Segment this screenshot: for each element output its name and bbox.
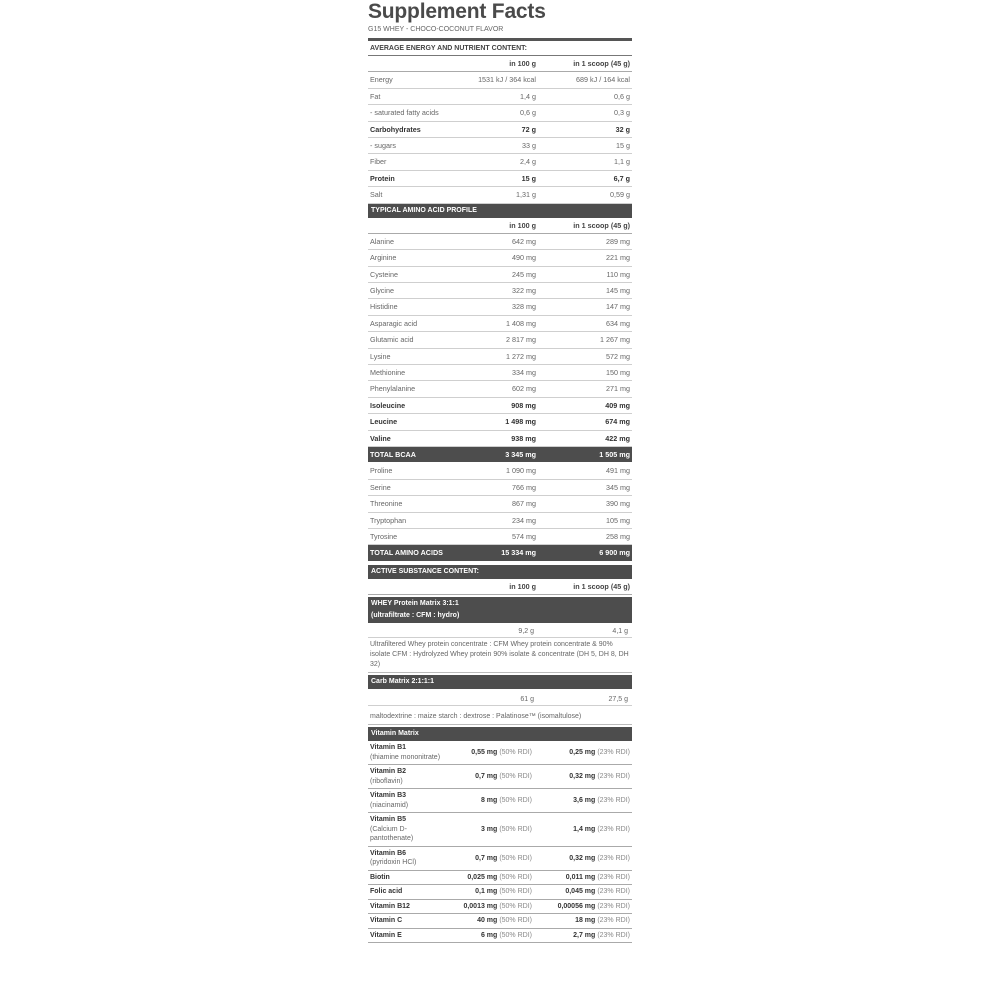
table-row — [368, 267, 632, 283]
vitamin-row — [368, 929, 632, 944]
vitamin-rdi-100g: (50% RDI) — [499, 902, 532, 910]
vitamin-amount-100g: 8 mg — [480, 797, 498, 805]
vitamin-rdi-scoop: (23% RDI) — [597, 873, 630, 881]
active-section-heading: ACTIVE SUBSTANCE CONTENT: — [368, 565, 632, 579]
row-value-scoop: 221 mg — [606, 253, 630, 263]
vitamin-name: Folic acid — [370, 888, 403, 896]
whey-value-scoop: 4,1 g — [612, 628, 628, 636]
row-value-scoop: 572 mg — [606, 351, 630, 361]
vitamin-name-cell — [368, 885, 450, 899]
row-value-100g: 0,6 g — [520, 108, 536, 118]
vitamin-amount-100g: 0,7 mg — [475, 773, 498, 781]
row-name: Fat — [370, 91, 381, 101]
row-value-scoop: 634 mg — [606, 318, 630, 328]
row-value-scoop: 110 mg — [606, 269, 630, 279]
vitamin-row — [368, 741, 632, 765]
row-name: Salt — [370, 190, 383, 200]
total-amino-row — [368, 545, 632, 561]
row-name: Protein — [370, 173, 395, 183]
vitamin-name-cell — [368, 847, 450, 870]
table-row — [368, 381, 632, 397]
vitamin-rdi-scoop: (23% RDI) — [597, 825, 630, 833]
vitamin-name-cell — [368, 871, 450, 885]
column-blank — [368, 56, 470, 71]
row-value-scoop: 345 mg — [606, 482, 630, 492]
vitamin-value-100g — [450, 900, 532, 914]
vitamin-value-scoop — [532, 885, 632, 899]
vitamin-amount-scoop: 0,32 mg — [569, 854, 596, 862]
vitamin-value-100g — [450, 914, 532, 928]
vitamin-matrix-heading: Vitamin Matrix — [368, 727, 632, 741]
row-value-100g: 490 mg — [512, 253, 536, 263]
row-value-100g: 2 817 mg — [506, 335, 536, 345]
table-row — [368, 250, 632, 266]
row-value-100g: 2,4 g — [520, 157, 536, 167]
vitamin-value-100g — [450, 885, 532, 899]
vitamin-row — [368, 847, 632, 871]
vitamin-rdi-scoop: (23% RDI) — [597, 749, 630, 757]
row-value-scoop: 0,6 g — [614, 91, 630, 101]
vitamin-rdi-100g: (50% RDI) — [499, 797, 532, 805]
whey-matrix-values — [368, 626, 632, 638]
row-value-scoop: 0,59 g — [610, 190, 630, 200]
row-value-100g: 33 g — [522, 140, 536, 150]
row-name: Lysine — [370, 351, 391, 361]
row-name: TOTAL BCAA — [370, 449, 416, 459]
vitamin-amount-100g: 40 mg — [477, 917, 498, 925]
vitamin-form: (pyridoxin HCl) — [370, 859, 417, 867]
row-value-scoop: 6,7 g — [613, 173, 630, 183]
whey-matrix-heading — [368, 597, 632, 623]
vitamin-rdi-100g: (50% RDI) — [499, 825, 532, 833]
supplement-facts-label — [368, 0, 632, 1000]
row-value-100g: 72 g — [521, 124, 536, 134]
vitamin-name-cell — [368, 741, 450, 764]
vitamin-row — [368, 813, 632, 847]
vitamin-form: (riboflavin) — [370, 777, 403, 785]
vitamin-amount-scoop: 0,32 mg — [569, 773, 596, 781]
vitamin-rdi-scoop: (23% RDI) — [597, 888, 630, 896]
vitamin-form: (thiamine mononitrate) — [370, 753, 441, 761]
row-value-100g: 3 345 mg — [505, 449, 536, 459]
vitamin-rdi-scoop: (23% RDI) — [597, 931, 630, 939]
vitamin-value-scoop — [532, 765, 632, 788]
total-bcaa-row — [368, 447, 632, 463]
vitamin-rdi-scoop: (23% RDI) — [597, 773, 630, 781]
vitamin-rdi-scoop: (23% RDI) — [597, 797, 630, 805]
vitamin-row — [368, 871, 632, 886]
amino-column-header — [368, 218, 632, 234]
row-value-100g: 1,31 g — [516, 190, 536, 200]
row-value-scoop: 32 g — [615, 124, 630, 134]
amino-table-a — [368, 234, 632, 447]
row-value-100g: 1 498 mg — [505, 417, 536, 427]
row-name: Glutamic acid — [370, 335, 414, 345]
row-value-scoop: 674 mg — [605, 417, 630, 427]
row-value-100g: 1 272 mg — [506, 351, 536, 361]
table-row — [368, 72, 632, 88]
vitamin-value-100g — [450, 871, 532, 885]
amino-section-heading: TYPICAL AMINO ACID PROFILE — [368, 204, 632, 218]
vitamin-value-100g — [450, 929, 532, 943]
table-row — [368, 513, 632, 529]
vitamin-value-scoop — [532, 789, 632, 812]
vitamin-value-scoop — [532, 871, 632, 885]
row-name: Phenylalanine — [370, 384, 416, 394]
column-blank — [368, 579, 470, 594]
row-value-100g: 938 mg — [511, 433, 536, 443]
row-name: Asparagic acid — [370, 318, 418, 328]
page-title: Supplement Facts — [368, 0, 546, 23]
row-name: - saturated fatty acids — [370, 108, 439, 118]
row-name: Tyrosine — [370, 531, 398, 541]
row-value-100g: 245 mg — [512, 269, 536, 279]
table-row — [368, 105, 632, 121]
table-row — [368, 283, 632, 299]
vitamin-name-cell — [368, 813, 450, 846]
vitamin-amount-100g: 0,55 mg — [471, 749, 498, 757]
table-row — [368, 431, 632, 447]
row-value-100g: 642 mg — [512, 236, 536, 246]
row-name: Alanine — [370, 236, 394, 246]
table-row — [368, 316, 632, 332]
row-value-scoop: 258 mg — [606, 531, 630, 541]
vitamin-amount-100g: 0,0013 mg — [463, 902, 498, 910]
energy-table — [368, 72, 632, 203]
row-name: Carbohydrates — [370, 124, 421, 134]
energy-column-header — [368, 56, 632, 72]
energy-section-heading: AVERAGE ENERGY AND NUTRIENT CONTENT: — [368, 41, 632, 56]
vitamin-amount-100g: 0,1 mg — [475, 888, 498, 896]
row-value-scoop: 1,1 g — [614, 157, 630, 167]
vitamin-value-scoop — [532, 741, 632, 764]
row-value-scoop: 689 kJ / 164 kcal — [576, 75, 630, 85]
vitamin-name-cell — [368, 765, 450, 788]
vitamin-row — [368, 885, 632, 900]
column-per-100g: in 100 g — [509, 581, 536, 591]
vitamin-rdi-100g: (50% RDI) — [499, 749, 532, 757]
vitamin-row — [368, 789, 632, 813]
row-name: Glycine — [370, 286, 394, 296]
vitamin-value-scoop — [532, 914, 632, 928]
whey-value-100g: 9,2 g — [518, 628, 534, 636]
column-per-scoop: in 1 scoop (45 g) — [573, 220, 630, 230]
vitamin-amount-scoop: 2,7 mg — [573, 931, 596, 939]
table-row — [368, 122, 632, 138]
vitamin-amount-100g: 0,7 mg — [475, 854, 498, 862]
vitamin-table — [368, 741, 632, 943]
row-value-100g: 1531 kJ / 364 kcal — [478, 75, 536, 85]
vitamin-amount-scoop: 0,045 mg — [565, 888, 596, 896]
column-per-scoop: in 1 scoop (45 g) — [573, 581, 630, 591]
vitamin-rdi-100g: (50% RDI) — [499, 773, 532, 781]
vitamin-amount-100g: 6 mg — [480, 931, 498, 939]
row-value-100g: 322 mg — [512, 286, 536, 296]
row-name: Proline — [370, 466, 393, 476]
table-row — [368, 349, 632, 365]
row-value-scoop: 289 mg — [606, 236, 630, 246]
whey-matrix-title: WHEY Protein Matrix 3:1:1 — [371, 600, 459, 608]
carb-value-scoop: 27,5 g — [608, 696, 628, 704]
vitamin-name-cell — [368, 929, 450, 943]
row-value-100g: 1,4 g — [520, 91, 536, 101]
row-name: Histidine — [370, 302, 398, 312]
whey-matrix-description: Ultrafiltered Whey protein concentrate : CFM Whey protein concentrate & 90% isolate CFM : Hydrolyzed Whey protein 90% isolate & concentrate (DH 5, DH 8, DH 32) — [368, 638, 632, 673]
vitamin-rdi-100g: (50% RDI) — [499, 854, 532, 862]
vitamin-form: (Calcium D-pantothenate) — [370, 825, 414, 843]
row-name: Methionine — [370, 368, 406, 378]
row-name: Valine — [370, 433, 391, 443]
vitamin-form: (niacinamid) — [370, 801, 409, 809]
row-name: Tryptophan — [370, 515, 407, 525]
table-row — [368, 138, 632, 154]
vitamin-name-cell — [368, 900, 450, 914]
row-name: Serine — [370, 482, 391, 492]
row-name: Isoleucine — [370, 400, 406, 410]
row-value-scoop: 271 mg — [606, 384, 630, 394]
vitamin-value-scoop — [532, 900, 632, 914]
vitamin-amount-100g: 3 mg — [480, 825, 498, 833]
vitamin-rdi-100g: (50% RDI) — [499, 931, 532, 939]
row-name: Fiber — [370, 157, 387, 167]
amino-table-b — [368, 463, 632, 545]
row-value-scoop: 390 mg — [606, 499, 630, 509]
vitamin-value-100g — [450, 765, 532, 788]
row-value-100g: 1 090 mg — [506, 466, 536, 476]
row-name: - sugars — [370, 140, 396, 150]
table-row — [368, 171, 632, 187]
vitamin-row — [368, 765, 632, 789]
vitamin-rdi-scoop: (23% RDI) — [597, 902, 630, 910]
vitamin-rdi-scoop: (23% RDI) — [597, 917, 630, 925]
row-value-scoop: 15 g — [616, 140, 630, 150]
table-row — [368, 463, 632, 479]
vitamin-name: Vitamin E — [370, 931, 402, 939]
vitamin-value-100g — [450, 847, 532, 870]
product-subtitle: G15 WHEY - CHOCO-COCONUT FLAVOR — [368, 26, 504, 33]
carb-value-100g: 61 g — [520, 696, 534, 704]
table-row — [368, 398, 632, 414]
row-name: Arginine — [370, 253, 397, 263]
row-value-100g: 1 408 mg — [506, 318, 536, 328]
vitamin-value-scoop — [532, 929, 632, 943]
vitamin-value-100g — [450, 741, 532, 764]
vitamin-rdi-100g: (50% RDI) — [499, 917, 532, 925]
row-value-scoop: 1 267 mg — [600, 335, 630, 345]
vitamin-name: Vitamin B5 — [370, 816, 407, 824]
row-name: Cysteine — [370, 269, 398, 279]
row-value-scoop: 1 505 mg — [599, 449, 630, 459]
table-row — [368, 332, 632, 348]
vitamin-value-scoop — [532, 847, 632, 870]
vitamin-value-100g — [450, 789, 532, 812]
table-row — [368, 365, 632, 381]
row-value-100g: 15 334 mg — [501, 548, 536, 558]
table-row — [368, 414, 632, 430]
vitamin-amount-scoop: 1,4 mg — [573, 825, 596, 833]
row-value-scoop: 105 mg — [606, 515, 630, 525]
vitamin-name: Vitamin B6 — [370, 849, 407, 857]
table-row — [368, 154, 632, 170]
row-name: Threonine — [370, 499, 403, 509]
row-name: Energy — [370, 75, 393, 85]
row-value-scoop: 150 mg — [606, 368, 630, 378]
row-value-100g: 15 g — [521, 173, 536, 183]
row-value-100g: 328 mg — [512, 302, 536, 312]
vitamin-name: Vitamin B2 — [370, 768, 407, 776]
carb-matrix-values — [368, 694, 632, 706]
table-row — [368, 496, 632, 512]
table-row — [368, 480, 632, 496]
vitamin-value-scoop — [532, 813, 632, 846]
vitamin-rdi-100g: (50% RDI) — [499, 888, 532, 896]
column-per-scoop: in 1 scoop (45 g) — [573, 59, 630, 68]
vitamin-amount-scoop: 0,25 mg — [569, 749, 596, 757]
vitamin-name: Vitamin C — [370, 917, 403, 925]
vitamin-amount-scoop: 0,011 mg — [565, 873, 596, 881]
vitamin-row — [368, 914, 632, 929]
row-value-100g: 574 mg — [512, 531, 536, 541]
carb-matrix-heading: Carb Matrix 2:1:1:1 — [368, 675, 632, 689]
vitamin-rdi-100g: (50% RDI) — [499, 873, 532, 881]
vitamin-rdi-scoop: (23% RDI) — [597, 854, 630, 862]
row-value-scoop: 422 mg — [605, 433, 630, 443]
whey-matrix-ratio: (ultrafiltrate : CFM : hydro) — [371, 612, 460, 620]
row-value-100g: 602 mg — [512, 384, 536, 394]
row-name: Leucine — [370, 417, 398, 427]
table-row — [368, 89, 632, 105]
vitamin-amount-scoop: 0,00056 mg — [557, 902, 596, 910]
row-value-100g: 867 mg — [512, 499, 536, 509]
row-value-scoop: 409 mg — [605, 400, 630, 410]
vitamin-name: Vitamin B1 — [370, 744, 407, 752]
row-value-100g: 908 mg — [511, 400, 536, 410]
row-value-100g: 766 mg — [512, 482, 536, 492]
row-value-scoop: 0,3 g — [614, 108, 630, 118]
row-name: TOTAL AMINO ACIDS — [370, 548, 443, 558]
vitamin-amount-scoop: 18 mg — [575, 917, 596, 925]
vitamin-name-cell — [368, 789, 450, 812]
column-blank — [368, 218, 470, 233]
column-per-100g: in 100 g — [509, 220, 536, 230]
table-row — [368, 234, 632, 250]
vitamin-name: Biotin — [370, 873, 390, 881]
table-row — [368, 529, 632, 545]
vitamin-name: Vitamin B12 — [370, 902, 410, 910]
row-value-scoop: 491 mg — [606, 466, 630, 476]
row-value-100g: 334 mg — [512, 368, 536, 378]
table-row — [368, 299, 632, 315]
row-value-scoop: 145 mg — [606, 286, 630, 296]
vitamin-name-cell — [368, 914, 450, 928]
row-value-scoop: 147 mg — [606, 302, 630, 312]
row-value-scoop: 6 900 mg — [599, 548, 630, 558]
column-per-100g: in 100 g — [509, 59, 536, 68]
active-column-header — [368, 579, 632, 595]
vitamin-value-100g — [450, 813, 532, 846]
vitamin-amount-100g: 0,025 mg — [467, 873, 498, 881]
vitamin-amount-scoop: 3,6 mg — [573, 797, 596, 805]
carb-matrix-description: maltodextrine : maize starch : dextrose : Palatinose™ (isomaltulose) — [368, 710, 632, 725]
table-row — [368, 187, 632, 203]
vitamin-row — [368, 900, 632, 915]
vitamin-name: Vitamin B3 — [370, 792, 407, 800]
row-value-100g: 234 mg — [512, 515, 536, 525]
